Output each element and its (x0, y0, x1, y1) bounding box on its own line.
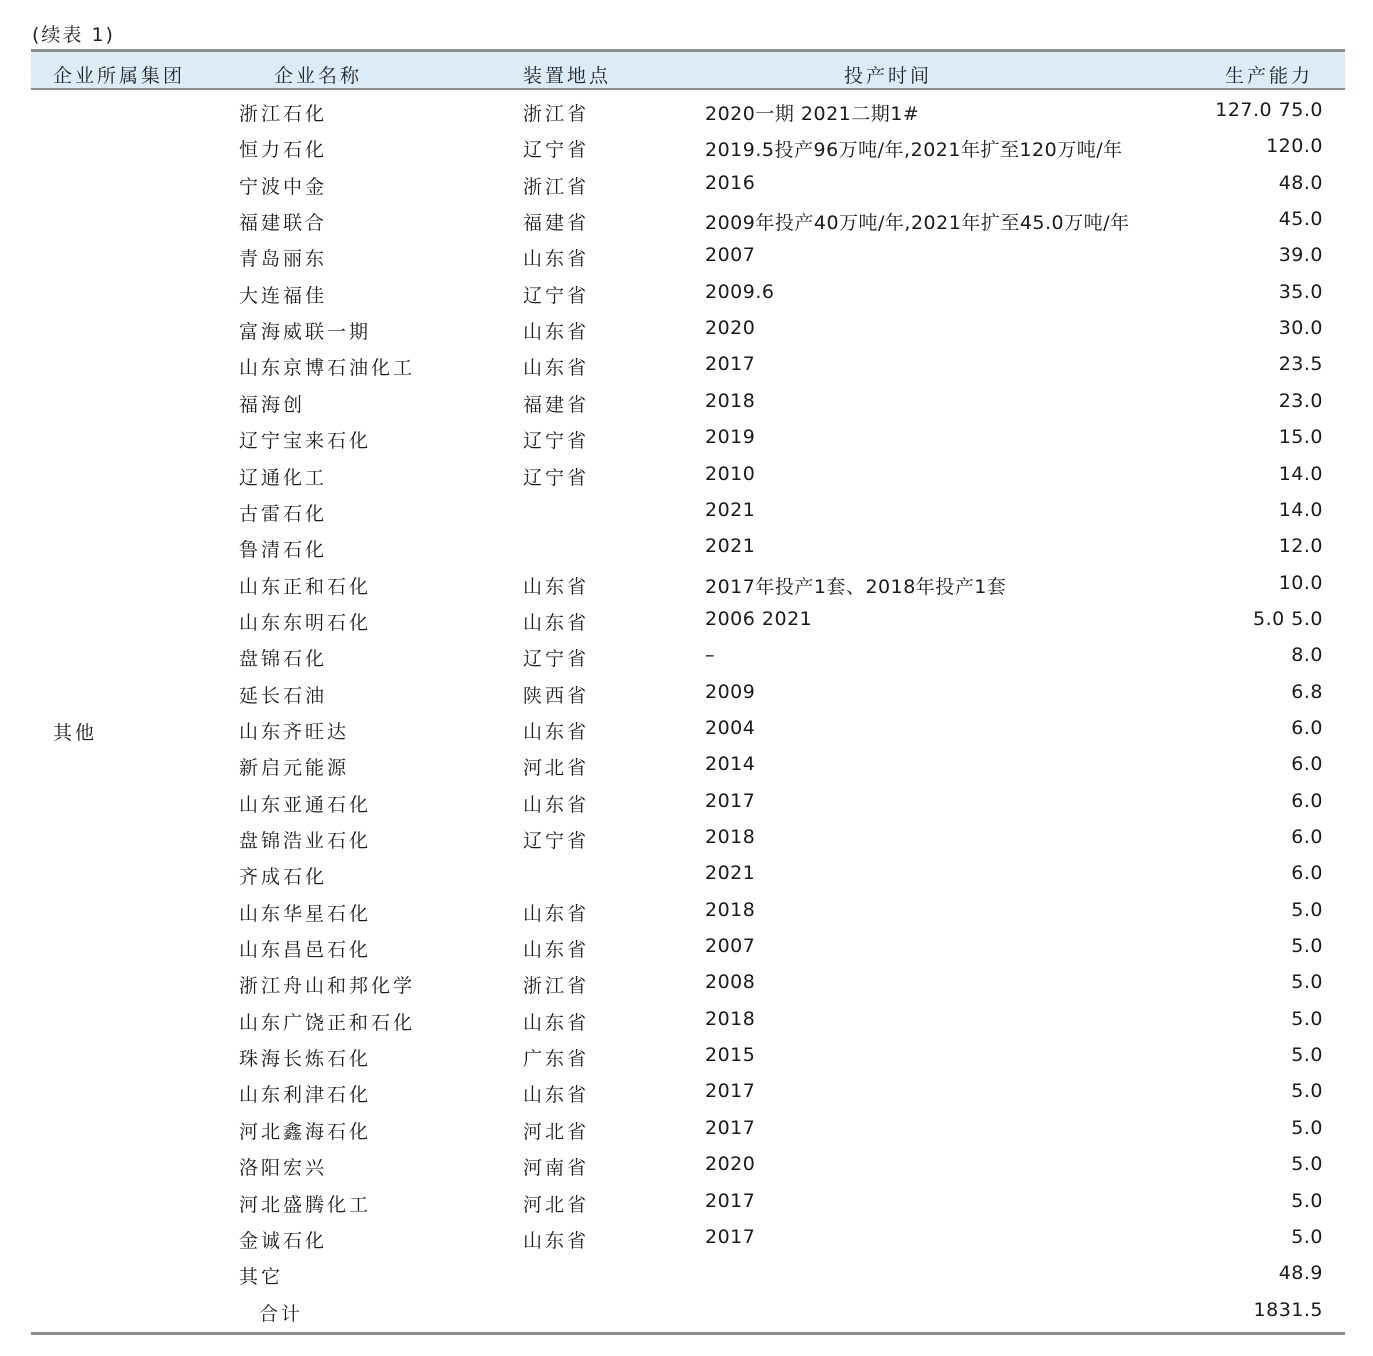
header-capacity: 生产能力 (1224, 65, 1313, 87)
row-capacity-cell: 5.0 5.0 (1253, 607, 1323, 630)
row-capacity-cell: 6.0 (1291, 862, 1323, 885)
row-name-cell: 洛阳宏兴 (239, 1157, 328, 1180)
row-capacity-cell: 6.0 (1291, 753, 1323, 776)
row-name-cell: 山东昌邑石化 (239, 939, 372, 962)
row-time-cell: 2017 (705, 353, 756, 376)
row-location-cell: 山东省 (523, 1011, 590, 1034)
table-row (31, 1001, 1345, 1037)
row-location-cell: 辽宁省 (523, 466, 590, 489)
row-time-cell: 2017 (705, 1189, 756, 1212)
row-capacity-cell: 6.8 (1291, 680, 1323, 703)
row-capacity-cell: 5.0 (1291, 1189, 1323, 1212)
row-location-cell: 河北省 (523, 757, 590, 780)
row-time-cell: 2020 (705, 1153, 756, 1176)
row-time-cell: 2021 (705, 862, 756, 885)
group-label: 其他 (53, 722, 98, 744)
row-time-cell: 2019 (705, 426, 756, 449)
table-row (31, 637, 1345, 673)
row-location-cell: 河北省 (523, 1120, 590, 1143)
total-capacity: 1831.5 (1253, 1298, 1323, 1321)
header-start-time: 投产时间 (844, 65, 933, 87)
row-name-cell: 宁波中金 (239, 175, 328, 198)
row-time-cell: 2017 (705, 1080, 756, 1103)
capacity-table (31, 49, 1345, 1335)
row-capacity-cell: 5.0 (1291, 1080, 1323, 1103)
table-row (31, 783, 1345, 819)
row-name-cell: 山东利津石化 (239, 1084, 372, 1107)
row-location-cell: 山东省 (523, 793, 590, 816)
row-name-cell: 河北盛腾化工 (239, 1193, 372, 1216)
row-capacity-cell: 6.0 (1291, 789, 1323, 812)
table-row (31, 310, 1345, 346)
table-row (31, 492, 1345, 528)
row-location-cell: 浙江省 (523, 175, 590, 198)
header-name: 企业名称 (274, 65, 363, 87)
table-row (31, 1073, 1345, 1109)
table-bottom-rule (31, 1332, 1345, 1335)
table-row (31, 165, 1345, 201)
table-row (31, 674, 1345, 710)
row-name-cell: 大连福佳 (239, 284, 328, 307)
table-row (31, 1146, 1345, 1182)
row-location-cell: 山东省 (523, 321, 590, 344)
total-row (31, 1292, 1345, 1328)
row-name-cell: 珠海长炼石化 (239, 1048, 372, 1071)
row-capacity-cell: 23.0 (1278, 389, 1323, 412)
row-time-cell: 2015 (705, 1044, 756, 1067)
row-time-cell: 2009年投产40万吨/年,2021年扩至45.0万吨/年 (705, 212, 1130, 235)
table-body (31, 90, 1345, 1332)
row-capacity-cell: 8.0 (1291, 644, 1323, 667)
row-name-cell: 山东广饶正和石化 (239, 1011, 416, 1034)
row-location-cell: 山东省 (523, 1229, 590, 1252)
row-name-cell: 盘锦浩业石化 (239, 830, 372, 852)
row-name-cell: 山东东明石化 (239, 611, 372, 634)
row-time-cell: 2021 (705, 498, 756, 521)
table-row (31, 1183, 1345, 1219)
row-location-cell: 山东省 (523, 611, 590, 634)
row-time-cell: 2014 (705, 753, 756, 776)
row-capacity-cell: 14.0 (1278, 498, 1323, 521)
table-row (31, 855, 1345, 891)
table-row (31, 274, 1345, 310)
table-row (31, 528, 1345, 564)
table-row (31, 201, 1345, 237)
row-location-cell: 辽宁省 (523, 430, 590, 453)
table-header (31, 52, 1345, 88)
row-capacity-cell: 5.0 (1291, 1225, 1323, 1248)
row-time-cell: 2007 (705, 244, 756, 267)
header-location: 装置地点 (523, 65, 612, 87)
table-row (31, 346, 1345, 382)
table-row (31, 456, 1345, 492)
row-time-cell: 2018 (705, 898, 756, 921)
row-location-cell: 山东省 (523, 720, 590, 743)
row-location-cell: 河北省 (523, 1193, 590, 1216)
row-name-cell: 山东华星石化 (239, 902, 372, 925)
row-time-cell: 2017年投产1套、2018年投产1套 (705, 575, 1007, 598)
table-row (31, 1037, 1345, 1073)
row-capacity-cell: 5.0 (1291, 898, 1323, 921)
table-row (31, 964, 1345, 1000)
row-name-cell: 辽通化工 (239, 466, 328, 489)
row-capacity-cell: 39.0 (1278, 244, 1323, 267)
row-location-cell: 广东省 (523, 1048, 590, 1071)
row-name-cell: 辽宁宝来石化 (239, 430, 372, 453)
row-location-cell: 山东省 (523, 575, 590, 598)
row-name-cell: 山东齐旺达 (239, 720, 350, 743)
row-time-cell: 2004 (705, 716, 756, 739)
table-row (31, 819, 1345, 855)
table-row (31, 1255, 1345, 1291)
row-capacity-cell: 30.0 (1278, 317, 1323, 340)
row-capacity-cell: 48.0 (1278, 171, 1323, 194)
row-capacity-cell: 5.0 (1291, 1044, 1323, 1067)
row-time-cell: 2010 (705, 462, 756, 485)
row-capacity-cell: 127.0 75.0 (1215, 99, 1323, 121)
table-row (31, 128, 1345, 164)
row-capacity-cell: 6.0 (1291, 716, 1323, 739)
row-capacity-cell: 10.0 (1278, 571, 1323, 594)
row-time-cell: 2016 (705, 171, 756, 194)
row-name-cell: 山东亚通石化 (239, 793, 372, 816)
table-row (31, 92, 1345, 128)
row-time-cell: 2017 (705, 1225, 756, 1248)
table-row (31, 383, 1345, 419)
row-location-cell: 福建省 (523, 212, 590, 235)
row-capacity-cell: 5.0 (1291, 935, 1323, 958)
row-time-cell: 2006 2021 (705, 607, 813, 630)
row-location-cell: 河南省 (523, 1157, 590, 1180)
row-capacity-cell: 48.9 (1278, 1262, 1323, 1285)
total-label: 合计 (259, 1302, 304, 1325)
row-time-cell: 2021 (705, 535, 756, 558)
row-name-cell: 山东京博石油化工 (239, 357, 416, 380)
row-time-cell: 2018 (705, 1007, 756, 1030)
row-location-cell: 辽宁省 (523, 284, 590, 307)
row-time-cell: 2017 (705, 1116, 756, 1139)
row-capacity-cell: 5.0 (1291, 1153, 1323, 1176)
row-time-cell: – (705, 644, 715, 667)
row-capacity-cell: 120.0 (1266, 135, 1323, 158)
row-name-cell: 齐成石化 (239, 866, 328, 889)
row-time-cell: 2007 (705, 935, 756, 958)
row-time-cell: 2020 (705, 317, 756, 340)
row-location-cell: 山东省 (523, 248, 590, 271)
row-capacity-cell: 45.0 (1278, 208, 1323, 231)
row-location-cell: 福建省 (523, 393, 590, 416)
row-name-cell: 金诚石化 (239, 1229, 328, 1252)
row-capacity-cell: 35.0 (1278, 280, 1323, 303)
table-row (31, 237, 1345, 273)
row-location-cell: 山东省 (523, 357, 590, 380)
row-time-cell: 2018 (705, 826, 756, 848)
row-location-cell: 山东省 (523, 1084, 590, 1107)
row-capacity-cell: 5.0 (1291, 1116, 1323, 1139)
table-caption: (续表 1) (32, 24, 115, 46)
table-row (31, 892, 1345, 928)
row-name-cell: 浙江舟山和邦化学 (239, 975, 416, 998)
row-name-cell: 河北鑫海石化 (239, 1120, 372, 1143)
row-name-cell: 新启元能源 (239, 757, 350, 780)
row-capacity-cell: 15.0 (1278, 426, 1323, 449)
row-capacity-cell: 23.5 (1278, 353, 1323, 376)
row-name-cell: 青岛丽东 (239, 248, 328, 271)
row-location-cell: 辽宁省 (523, 830, 590, 852)
table-row (31, 746, 1345, 782)
table-row (31, 601, 1345, 637)
row-name-cell: 山东正和石化 (239, 575, 372, 598)
row-location-cell: 辽宁省 (523, 648, 590, 671)
row-time-cell: 2020一期 2021二期1# (705, 103, 920, 125)
row-time-cell: 2019.5投产96万吨/年,2021年扩至120万吨/年 (705, 139, 1123, 162)
row-capacity-cell: 5.0 (1291, 1007, 1323, 1030)
row-name-cell: 恒力石化 (239, 139, 328, 162)
table-row (31, 710, 1345, 746)
row-location-cell: 浙江省 (523, 975, 590, 998)
row-name-cell: 古雷石化 (239, 502, 328, 525)
row-location-cell: 陕西省 (523, 684, 590, 707)
row-time-cell: 2018 (705, 389, 756, 412)
row-name-cell: 盘锦石化 (239, 648, 328, 671)
row-capacity-cell: 12.0 (1278, 535, 1323, 558)
row-name-cell: 其它 (239, 1266, 284, 1289)
table-row (31, 1110, 1345, 1146)
row-location-cell: 山东省 (523, 939, 590, 962)
row-name-cell: 福海创 (239, 393, 306, 416)
row-name-cell: 鲁清石化 (239, 539, 328, 562)
row-location-cell: 山东省 (523, 902, 590, 925)
row-name-cell: 延长石油 (239, 684, 328, 707)
row-capacity-cell: 6.0 (1291, 826, 1323, 848)
row-name-cell: 福建联合 (239, 212, 328, 235)
table-row (31, 419, 1345, 455)
row-name-cell: 富海威联一期 (239, 321, 372, 344)
table-row (31, 1219, 1345, 1255)
row-capacity-cell: 5.0 (1291, 971, 1323, 994)
row-name-cell: 浙江石化 (239, 103, 328, 125)
row-time-cell: 2008 (705, 971, 756, 994)
table-row (31, 928, 1345, 964)
header-group: 企业所属集团 (53, 65, 186, 87)
row-time-cell: 2009.6 (705, 280, 775, 303)
table-row (31, 565, 1345, 601)
row-capacity-cell: 14.0 (1278, 462, 1323, 485)
row-location-cell: 浙江省 (523, 103, 590, 125)
row-location-cell: 辽宁省 (523, 139, 590, 162)
row-time-cell: 2017 (705, 789, 756, 812)
row-time-cell: 2009 (705, 680, 756, 703)
